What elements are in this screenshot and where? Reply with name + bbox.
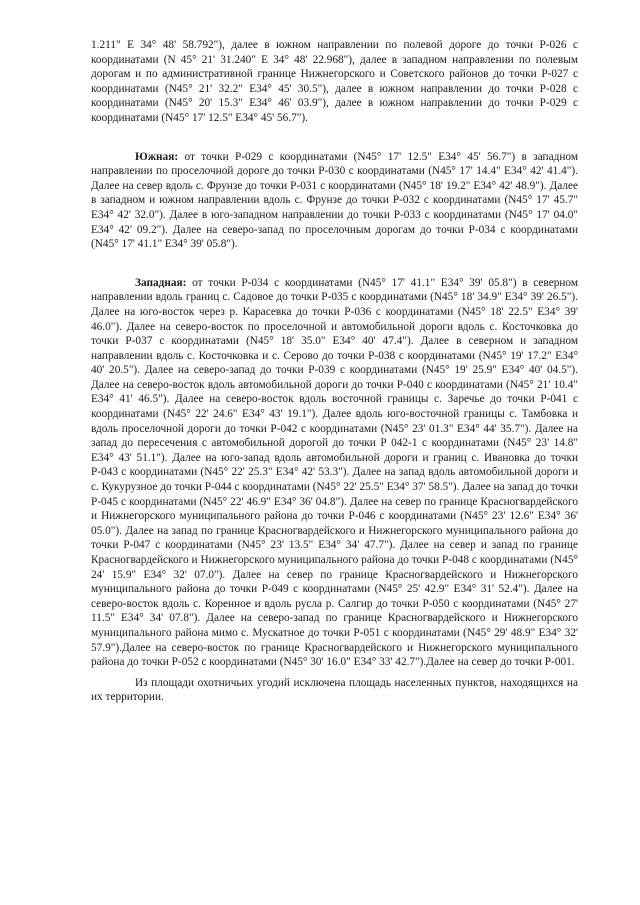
south-boundary-heading: Южная: [135, 150, 179, 163]
paragraph-gap [91, 252, 578, 276]
south-boundary-paragraph [91, 150, 578, 252]
closing-paragraph: Из площади охотничьих угодий исключена площадь населенных пунктов, находящихся на их территории. [91, 676, 578, 704]
west-boundary-paragraph [91, 276, 578, 670]
west-boundary-text: от точки Р-034 с координатами (N45° 17' 41.1" E34° 39' 05.8") в северном направлении вдоль границ с. Садовое до точки Р-035 с координатами (N45° 18' 34.9" E34° 39' 26.5"). Далее на юго-восток через р. Карасевка до точки Р-036 с координатами (N45° 18' 22.5" E34° 39' 46.0"). Далее на северо-восток по проселочной и автомобильной дороги вдоль с. Косточковка до точки Р-037 с координатами (N45° 18' 35.0" E34° 40' 47.4"). Далее в северном и западном направлении вдоль с. Косточковка и с. Серово до точки Р-038 с координатами (N45° 19' 17.2" E34° 40' 20.5"). Далее на северо-запад до точки Р-039 с координатами (N45° 19' 25.9" E34° 40' 04.5"). Далее на северо-восток вдоль автомобильной дороги до точки Р-040 с координатами (N45° 21' 10.4" E34° 41' 46.5"). Далее на северо-восток вдоль восточной границы с. Заречье до точки Р-041 с координатами (N45° 22' 24.6" E34° 43' 19.1"). Далее вдоль юго-восточной границы с. Тамбовка и вдоль проселочной дороги до точки Р-042 с координатами (N45° 23' 01.3" E34° 44' 35.7"). Далее на запад до пересечения с автомобильной дорогой до точки Р 042-1 с координатами (N45° 23' 14.8" E34° 43' 51.1"). Далее на юго-запад вдоль автомобильной дороги и границ с. Ивановка до точки Р-043 с координатами (N45° 22' 25.3" E34° 42' 53.3"). Далее на запад вдоль автомобильной дороги и с. Кукурузное до точки Р-044 с координатами (N45° 22' 25.5" E34° 37' 58.5"). Далее на запад до точки Р-045 с координатами (N45° 22' 46.9" E34° 36' 04.8"). Далее на север по границе Красногвардейского и Нижнегорского муниципального района до точки Р-046 с координатами (N45° 23' 12.6" E34° 36' 05.0"). Далее на запад по границе Красногвардейского и Нижнегорского муниципального района до точки Р-047 с координатами (N45° 23' 13.5" E34° 34' 47.7"). Далее на север и запад по границе Красногвардейского и Нижнегорского муниципального района до точки Р-048 с координатами (N45° 24' 15.9" E34° 32' 07.0"). Далее на север по границе Красногвардейского и Нижнегорского муниципального района до точки Р-049 с координатами (N45° 25' 42.9" E34° 31' 52.4"). Далее на северо-восток вдоль с. Коренное и вдоль русла р. Салгир до точки Р-050 с координатами (N45° 27' 11.5" E34° 34' 07.8"). Далее на северо-запад по границе Красногвардейского и Нижнегорского муниципального района мимо с. Мускатное до точки Р-051 с координатами (N45° 29' 48.9" E34° 32' 57.9").Далее на северо-восток по границе Красногвардейского и Нижнегорского муниципального района до точки Р-052 с координатами (N45° 30' 16.0" E34° 33' 42.7").Далее на север до точки Р-001. [91, 276, 578, 669]
document-page [91, 38, 578, 705]
intro-paragraph: 1.211" E 34° 48' 58.792"), далее в южном направлении по полевой дороге до точки Р-026 с координатами (N 45° 21' 31.240" E 34° 48' 22.968"), далее в западном направлении по полевым дорогам и по административной границе Нижнегорского и Советского районов до точки Р-027 с координатами (N45° 21' 32.2" E34° 45' 30.5"), далее в южном направлении до точки Р-028 с координатами (N45° 20' 15.3" E34° 46' 03.9"), далее в южном направлении до точки Р-029 с координатами (N45° 17' 12.5" E34° 45' 56.7"). [91, 39, 578, 124]
paragraph-gap [91, 126, 578, 150]
south-boundary-text: от точки Р-029 с координатами (N45° 17' 12.5" E34° 45' 56.7") в западном направлении по проселочной дороге до точки Р-030 с координатами (N45° 17' 14.4" E34° 42' 41.4"). Далее на север вдоль с. Фрунзе до точки Р-031 с координатами (N45° 18' 19.2" E34° 42' 48.9"). Далее в западном и южном направлении вдоль с. Фрунзе до точки Р-032 с координатами (N45° 17' 45.7" E34° 42' 32.0"). Далее в юго-западном направлении до точки Р-033 с координатами (N45° 17' 04.0" E34° 42' 09.2"). Далее на северо-запад по проселочным дорогам до точки Р-034 с координатами (N45° 17' 41.1" E34° 39' 05.8"). [91, 150, 578, 251]
west-boundary-heading: Западная: [135, 276, 187, 289]
